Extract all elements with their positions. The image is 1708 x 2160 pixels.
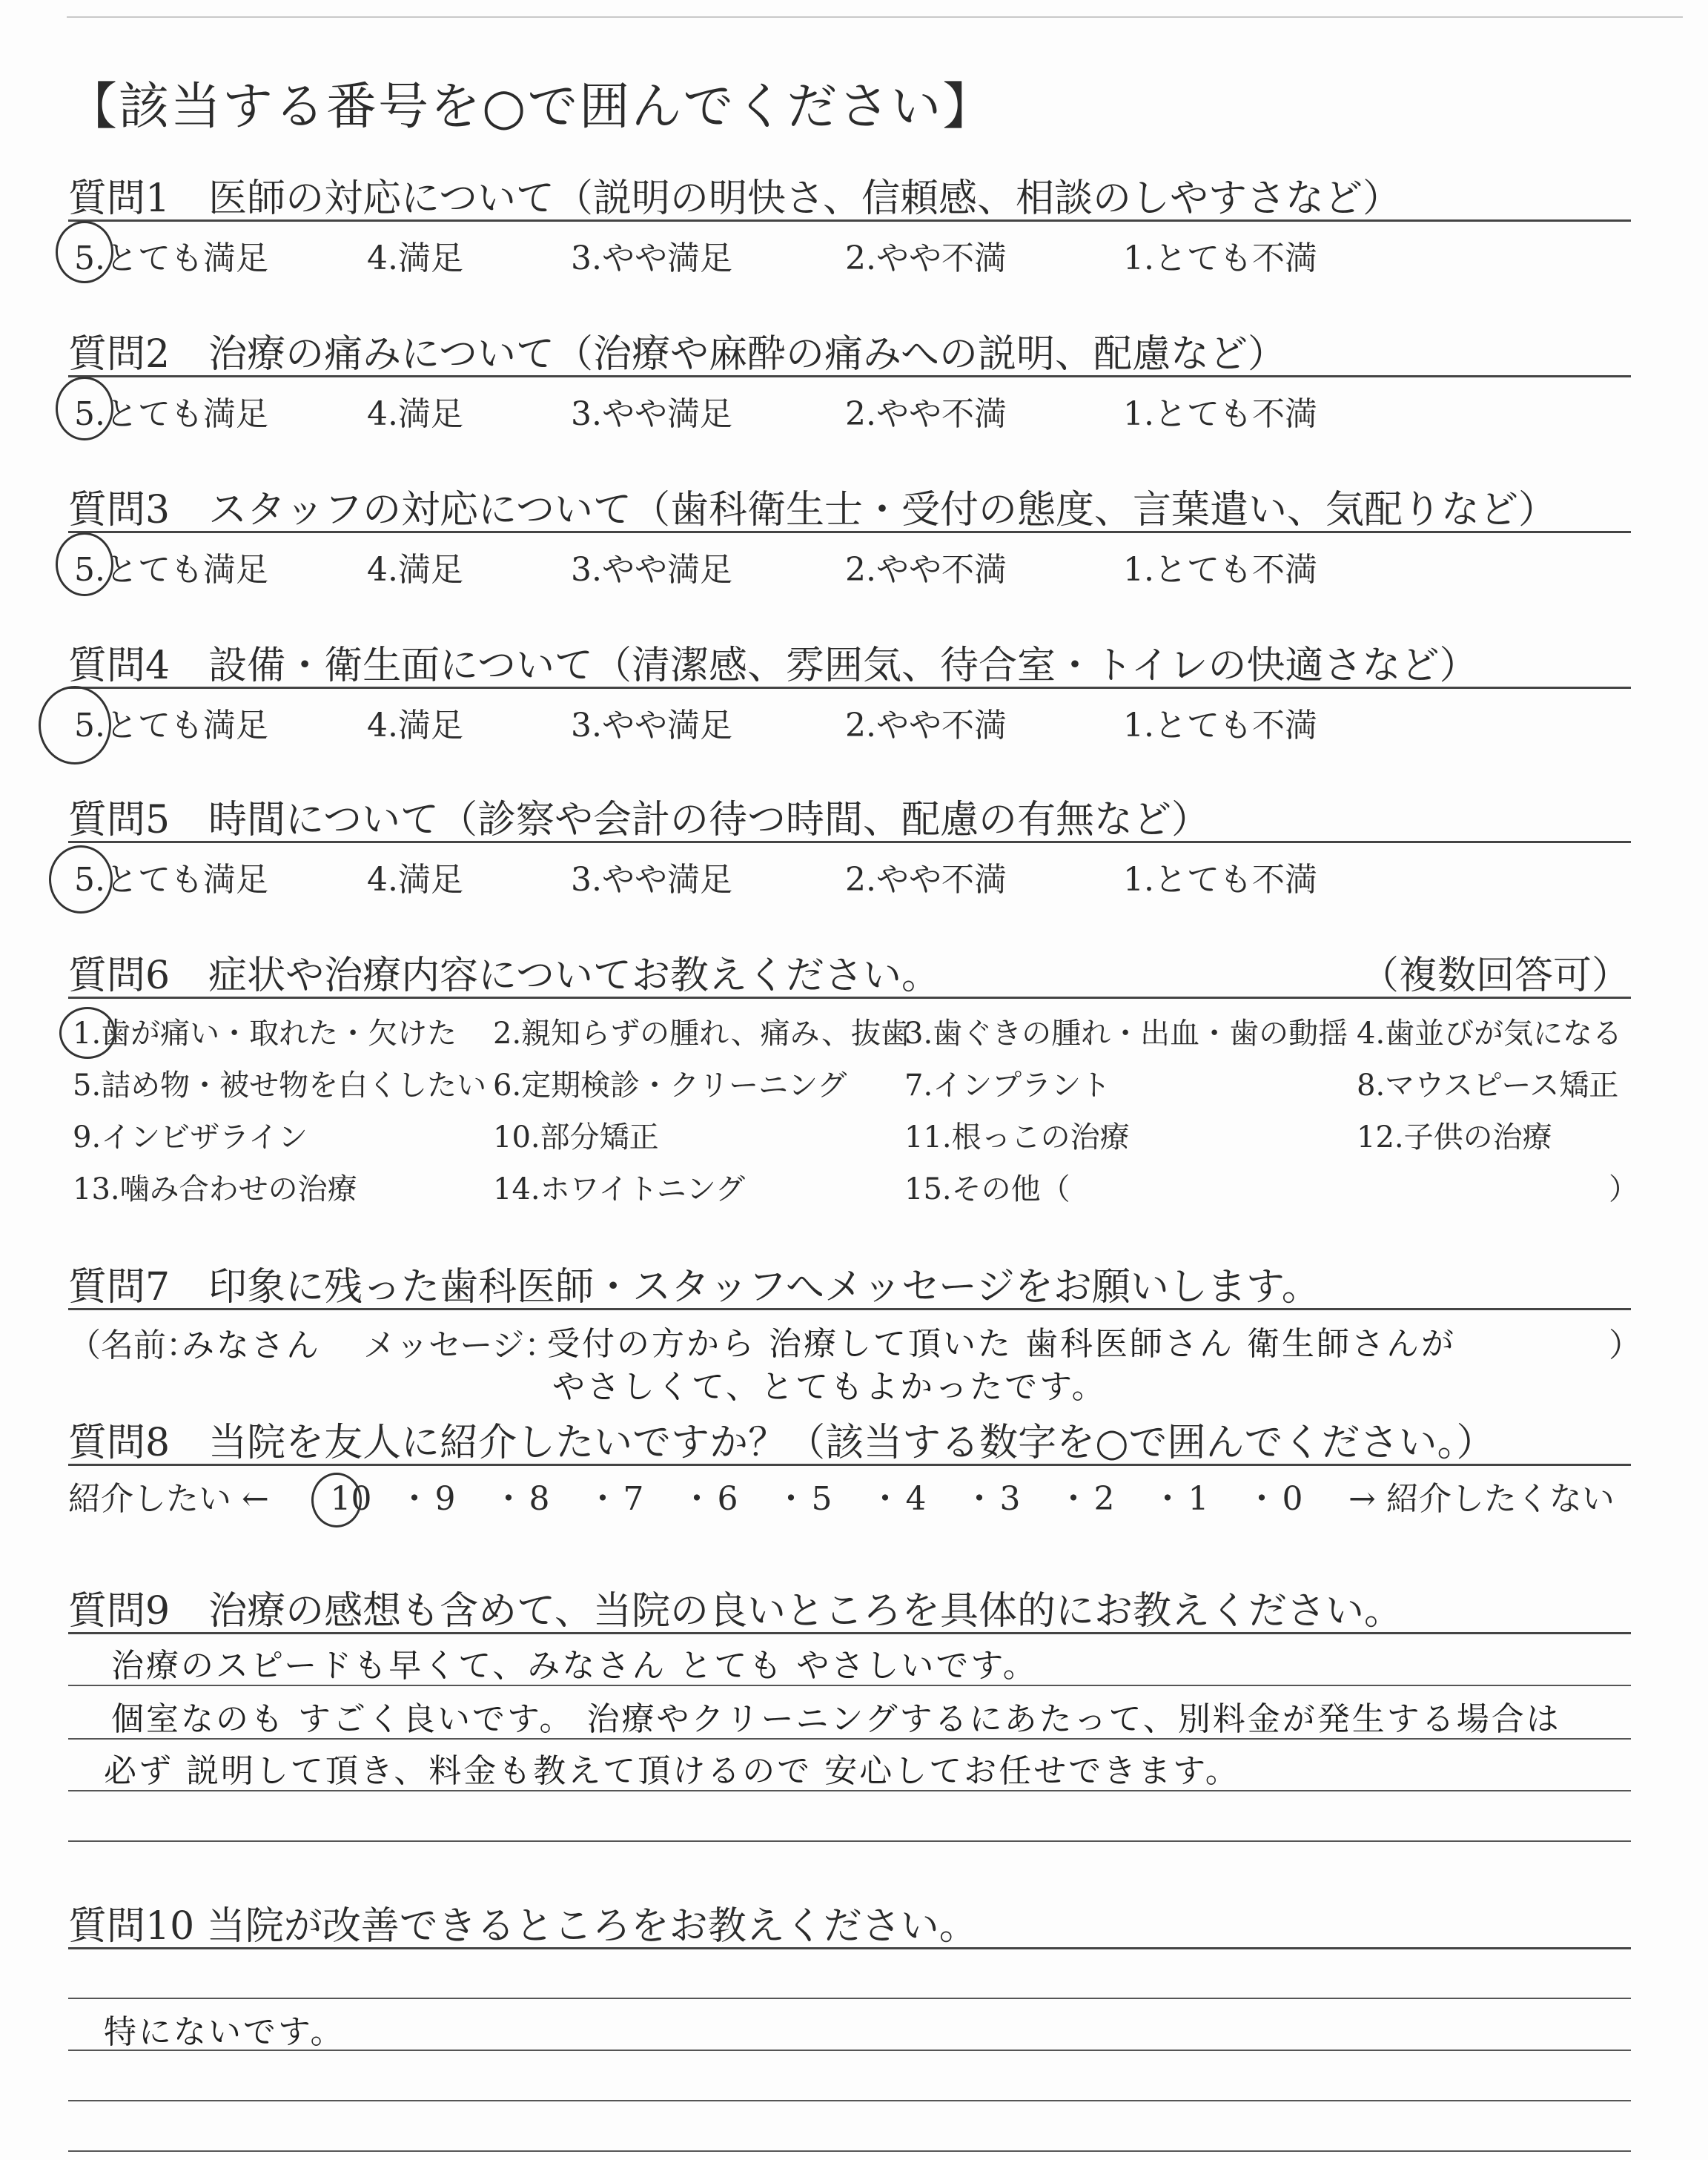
selection-circle — [56, 377, 113, 440]
recommend-scale: 紹介したい ← 10 ・ 9 ・ 8 ・ 7 ・ 6 ・ 5 ・ 4 ・ 3 ・ 2 ・ 1 ・ 0 → 紹介したくない — [68, 1472, 1615, 1519]
scale-right-label: → 紹介したくない — [1348, 1480, 1615, 1518]
option-5[interactable]: 5.とても満足 — [74, 861, 268, 899]
question-title: 質問8 当院を友人に紹介したいですか？（該当する数字を○で囲んでください。） — [68, 1421, 1495, 1465]
writing-line — [68, 1790, 1631, 1791]
symptom-option-9[interactable]: 9.インビザライン — [73, 1120, 308, 1155]
scale-3[interactable]: 3 — [999, 1480, 1021, 1518]
question-title: 質問2 治療の痛みについて（治療や麻酔の痛みへの説明、配慮など） — [68, 332, 1287, 377]
page-top-border — [67, 16, 1683, 18]
question-rule — [68, 531, 1631, 533]
symptom-option-11[interactable]: 11.根っこの治療 — [904, 1120, 1130, 1155]
question-rule — [68, 219, 1631, 222]
question-rule — [68, 1632, 1631, 1634]
question-title: 質問1 医師の対応について（説明の明快さ、信頼感、相談のしやすさなど） — [68, 176, 1401, 221]
symptom-option-6[interactable]: 6.定期検診・クリーニング — [493, 1069, 847, 1103]
option-1[interactable]: 1.とても不満 — [1123, 861, 1317, 899]
symptom-option-7[interactable]: 7.インプラント — [904, 1069, 1111, 1103]
symptom-option-12[interactable]: 12.子供の治療 — [1357, 1120, 1552, 1155]
option-2[interactable]: 2.やや不満 — [845, 707, 1007, 744]
question-rule — [68, 1947, 1631, 1949]
question-title: 質問10 当院が改善できるところをお教えください。 — [68, 1904, 978, 1949]
selection-circle — [56, 221, 113, 283]
question-rule — [68, 997, 1631, 999]
option-1[interactable]: 1.とても不満 — [1123, 240, 1317, 277]
writing-line — [68, 1998, 1631, 1999]
option-4[interactable]: 4.満足 — [367, 395, 463, 433]
option-3[interactable]: 3.やや満足 — [571, 240, 732, 277]
answer-line-3[interactable]: 必ず 説明して頂き、料金も教えて頂けるので 安心してお任せできます。 — [104, 1752, 1240, 1790]
symptom-option-13[interactable]: 13.噛み合わせの治療 — [73, 1172, 357, 1206]
scale-5[interactable]: 5 — [811, 1480, 833, 1518]
question-rule — [68, 841, 1631, 843]
question-rule — [68, 375, 1631, 377]
option-3[interactable]: 3.やや満足 — [571, 395, 732, 433]
name-value[interactable]: みなさん — [182, 1327, 321, 1364]
scale-1[interactable]: 1 — [1188, 1480, 1209, 1518]
option-1[interactable]: 1.とても不満 — [1123, 395, 1317, 433]
message-label: メッセージ： — [363, 1327, 557, 1364]
writing-line — [68, 2050, 1631, 2051]
message-line-2[interactable]: やさしくて、とてもよかったです。 — [552, 1368, 1107, 1406]
option-2[interactable]: 2.やや不満 — [845, 551, 1007, 589]
scale-2[interactable]: 2 — [1093, 1480, 1115, 1518]
option-3[interactable]: 3.やや満足 — [571, 861, 732, 899]
symptom-option-2[interactable]: 2.親知らずの腫れ、痛み、抜歯 — [493, 1017, 910, 1051]
question-rule — [68, 687, 1631, 689]
scale-9[interactable]: 9 — [434, 1480, 456, 1518]
symptom-option-10[interactable]: 10.部分矯正 — [493, 1120, 659, 1155]
symptom-option-5[interactable]: 5.詰め物・被せ物を白くしたい — [73, 1069, 487, 1103]
scale-8[interactable]: 8 — [529, 1480, 550, 1518]
symptom-option-1[interactable]: 1.歯が痛い・取れた・欠けた — [73, 1017, 457, 1051]
question-title: 質問9 治療の感想も含めて、当院の良いところを具体的にお教えください。 — [68, 1589, 1403, 1634]
scale-10[interactable]: 10 — [330, 1480, 372, 1518]
option-5[interactable]: 5.とても満足 — [74, 551, 268, 589]
selection-circle — [59, 1007, 116, 1059]
selection-circle — [311, 1473, 362, 1527]
selection-circle — [56, 532, 113, 596]
question-title: 質問4 設備・衛生面について（清潔感、雰囲気、待合室・トイレの快適さなど） — [68, 644, 1478, 688]
symptom-option-8[interactable]: 8.マウスピース矯正 — [1357, 1069, 1619, 1103]
option-2[interactable]: 2.やや不満 — [845, 240, 1007, 277]
option-3[interactable]: 3.やや満足 — [571, 551, 732, 589]
question-rule — [68, 1464, 1631, 1466]
question-title: 質問6 症状や治療内容についてお教えください。 — [68, 954, 941, 998]
message-close-paren: ） — [1609, 1327, 1641, 1364]
writing-line — [68, 2100, 1631, 2101]
name-label: （名前： — [68, 1327, 199, 1364]
option-3[interactable]: 3.やや満足 — [571, 707, 732, 744]
option-1[interactable]: 1.とても不満 — [1123, 707, 1317, 744]
writing-line — [68, 1840, 1631, 1842]
writing-line — [68, 1685, 1631, 1686]
symptom-option-15[interactable]: 15.その他（ — [904, 1172, 1070, 1206]
writing-line — [68, 2150, 1631, 2152]
symptom-option-14[interactable]: 14.ホワイトニング — [493, 1172, 746, 1206]
writing-line — [68, 1738, 1631, 1740]
symptom-option-3[interactable]: 3.歯ぐきの腫れ・出血・歯の動揺 — [904, 1017, 1348, 1051]
scale-7[interactable]: 7 — [623, 1480, 644, 1518]
selection-circle — [39, 686, 111, 764]
scale-0[interactable]: 0 — [1282, 1480, 1303, 1518]
selection-circle — [49, 845, 113, 914]
option-4[interactable]: 4.満足 — [367, 551, 463, 589]
scale-left-label: 紹介したい ← — [68, 1480, 269, 1518]
option-2[interactable]: 2.やや不満 — [845, 861, 1007, 899]
page-title: 【該当する番号を○で囲んでください】 — [67, 78, 995, 136]
option-5[interactable]: 5.とても満足 — [74, 240, 268, 277]
message-line-1[interactable]: 受付の方から 治療して頂いた 歯科医師さん 衛生師さんが — [547, 1325, 1456, 1363]
scale-4[interactable]: 4 — [905, 1480, 927, 1518]
symptom-option-4[interactable]: 4.歯並びが気になる — [1357, 1017, 1623, 1051]
option-4[interactable]: 4.満足 — [367, 861, 463, 899]
option-4[interactable]: 4.満足 — [367, 707, 463, 744]
answer-line-1[interactable]: 治療のスピードも早くて、みなさん とても やさしいです。 — [111, 1647, 1038, 1685]
question-title: 質問5 時間について（診察や会計の待つ時間、配慮の有無など） — [68, 798, 1211, 842]
option-5[interactable]: 5.とても満足 — [74, 707, 268, 744]
option-2[interactable]: 2.やや不満 — [845, 395, 1007, 433]
option-1[interactable]: 1.とても不満 — [1123, 551, 1317, 589]
other-close-paren: ） — [1609, 1172, 1638, 1206]
question-rule — [68, 1308, 1631, 1310]
answer-line-1[interactable]: 特にないです。 — [104, 2013, 345, 2051]
question-title: 質問7 印象に残った歯科医師・スタッフへメッセージをお願いします。 — [68, 1265, 1320, 1309]
option-4[interactable]: 4.満足 — [367, 240, 463, 277]
question-title: 質問3 スタッフの対応について（歯科衛生士・受付の態度、言葉遣い、気配りなど） — [68, 488, 1558, 532]
answer-line-2[interactable]: 個室なのも すごく良いです。 治療やクリーニングするにあたって、別料金が発生する場合は — [111, 1700, 1561, 1738]
option-5[interactable]: 5.とても満足 — [74, 395, 268, 433]
scale-6[interactable]: 6 — [717, 1480, 738, 1518]
multiple-answer-note: （複数回答可） — [1360, 954, 1631, 998]
